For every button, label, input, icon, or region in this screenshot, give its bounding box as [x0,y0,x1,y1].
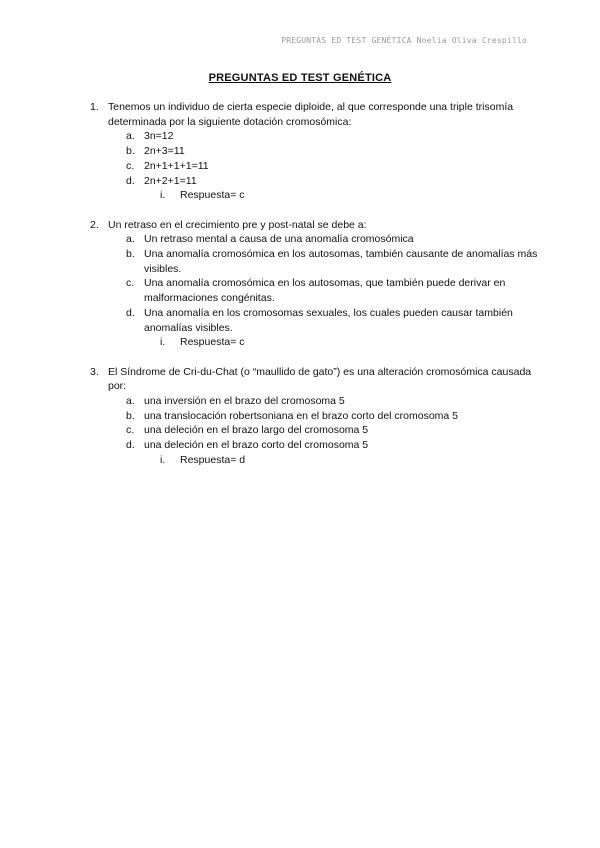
option-letter: c. [126,159,135,172]
question-2 [88,218,538,350]
question-text: El Síndrome de Cri-du-Chat (o “maullido de gato”) es una alteración cromosómica causada por: [108,365,532,393]
option-text: una deleción en el brazo largo del cromosoma 5 [144,424,369,437]
answer [108,188,538,203]
option-c [108,276,538,305]
option-text: 3n=12 [144,130,174,143]
option-a [108,394,538,409]
option-letter: d. [126,439,135,452]
option-a [108,129,538,144]
question-number: 3. [90,365,99,378]
answer [108,453,538,468]
question-text: Tenemos un individuo de cierta especie diploide, al que corresponde una triple trisomía determinada por la siguiente dotación cromosómica: [108,101,514,128]
option-c [108,159,538,174]
option-text: una inversión en el brazo del cromosoma 5 [144,395,345,408]
option-letter: b. [126,248,135,261]
option-letter: b. [126,409,135,422]
question-number: 1. [90,101,99,113]
option-text: Una anomalía cromosómica en los autosomas, que también puede derivar en malformaciones congénitas. [144,277,506,305]
option-text: Una anomalía en los cromosomas sexuales, los cuales pueden causar también anomalías visibles. [144,306,513,334]
question-3 [88,365,538,468]
option-d [108,306,538,335]
question-text: Un retraso en el crecimiento pre y post-natal se debe a: [108,218,367,231]
option-b [108,247,538,276]
option-text: 2n+3=11 [144,145,185,158]
option-letter: c. [126,277,135,290]
option-letter: d. [126,306,135,319]
option-letter: a. [126,233,135,246]
option-letter: b. [126,145,135,158]
option-letter: c. [126,424,135,437]
option-text: 2n+2+1=11 [144,174,197,187]
question-list [88,100,538,482]
answer [108,335,538,350]
question-1 [88,100,538,203]
option-c [108,423,538,438]
option-text: Una anomalía cromosómica en los autosomas, también causante de anomalías más visibles. [144,248,538,275]
running-header: PREGUNTAS ED TEST GENÉTICA Noelia Oliva Crespillo [281,36,527,45]
answer-number: i. [160,336,166,349]
answer-text: Respuesta= c [180,336,245,349]
option-b [108,144,538,159]
option-letter: a. [126,395,135,408]
option-text: Un retraso mental a causa de una anomalía cromosómica [144,233,414,246]
answer-number: i. [160,453,166,466]
option-a [108,232,538,247]
option-letter: d. [126,174,135,187]
answer-text: Respuesta= c [180,189,245,202]
option-d [108,174,538,189]
question-number: 2. [90,218,99,231]
option-d [108,438,538,453]
option-text: 2n+1+1+1=11 [144,159,209,172]
option-list [108,129,538,188]
page-title: PREGUNTAS ED TEST GENÉTICA [208,72,392,84]
option-list [108,394,538,453]
option-b [108,409,538,424]
option-list [108,232,538,335]
option-text: una translocación robertsoniana en el brazo corto del cromosoma 5 [144,409,459,422]
answer-number: i. [160,189,166,202]
answer-text: Respuesta= d [180,453,246,466]
option-text: una deleción en el brazo corto del cromosoma 5 [144,439,369,452]
option-letter: a. [126,130,135,143]
